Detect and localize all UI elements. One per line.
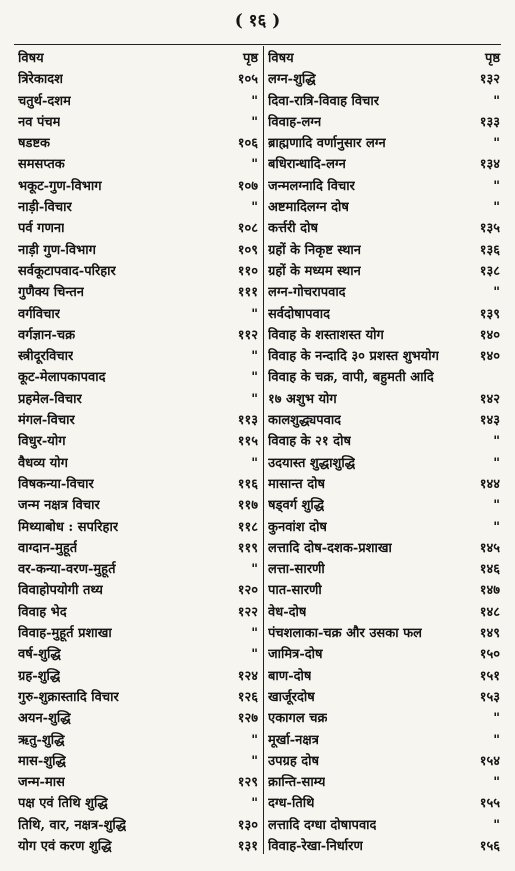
toc-entry-title: स्त्रीदूरविचार (18, 349, 74, 365)
toc-entry-title: विधुर-योग (18, 434, 66, 450)
header-page: पृष्ठ (484, 51, 500, 66)
toc-entry-title: लत्तादि दोष-दशक-प्रशाखा (268, 540, 392, 556)
toc-entry-title: वर्गज्ञान-चक्र (18, 327, 76, 343)
toc-entry-page: " (251, 562, 258, 578)
toc-entry-page: " (251, 200, 258, 216)
toc-entry (18, 476, 258, 493)
toc-entry-title: बाण-दोष (268, 668, 312, 684)
toc-entry (268, 348, 500, 365)
toc-entry-page: ११२ (237, 327, 258, 343)
toc-entry-page: १०५ (237, 72, 258, 88)
toc-entry (268, 178, 500, 195)
toc-entry-title: कर्त्तरी दोष (268, 221, 318, 237)
toc-entry-title: मंगल-विचार (18, 413, 75, 429)
toc-entry-page: " (251, 370, 258, 386)
toc-entry (268, 327, 500, 344)
toc-entry (268, 582, 500, 599)
toc-entry (268, 561, 500, 578)
toc-entry (18, 795, 258, 812)
toc-entry-page: १५३ (479, 689, 500, 705)
toc-entry-title: जामित्र-दोष (268, 647, 323, 663)
toc-entry-page: १४४ (479, 476, 500, 492)
toc-entry-page: " (251, 306, 258, 322)
toc-entry-title: वाग्दान-मुहूर्त (18, 540, 78, 556)
toc-entry-title: षड्वर्ग शुद्धि (268, 498, 325, 514)
toc-entry-title: लग्न-शुद्धि (268, 72, 316, 88)
toc-entry-title: वेध-दोष (268, 604, 307, 620)
toc-entry-page: ११९ (237, 540, 258, 556)
toc-entry (268, 114, 500, 131)
toc-entry-title: सर्वकूटापवाद-परिहार (18, 263, 116, 279)
toc-entry (18, 817, 258, 834)
toc-entry (18, 519, 258, 536)
toc-entry-page: " (251, 796, 258, 812)
toc-entry-page: १४८ (479, 604, 500, 620)
toc-entry-page: १२० (237, 583, 258, 599)
toc-entry-page: " (493, 817, 500, 833)
toc-entry (18, 412, 258, 429)
toc-entry-title: विवाह के २१ दोष (268, 434, 351, 450)
column-header (18, 50, 258, 67)
toc-entry (18, 178, 258, 195)
toc-entry (268, 710, 500, 727)
toc-entry-page: १३५ (479, 221, 500, 237)
toc-entry (18, 625, 258, 642)
toc-entry-title: प्रहमेल-विचार (18, 391, 82, 407)
toc-entry-title: दग्ध-तिथि (268, 796, 315, 812)
toc-entry-page: " (493, 732, 500, 748)
toc-entry-page: १०९ (237, 242, 258, 258)
toc-entry (268, 668, 500, 685)
toc-entry-page: १२२ (237, 604, 258, 620)
toc-entry-page: ११७ (237, 498, 258, 514)
toc-entry-page: " (251, 114, 258, 130)
toc-entry-page: १०६ (237, 136, 258, 152)
toc-entry (268, 71, 500, 88)
toc-entry-title: मास-शुद्धि (18, 753, 66, 769)
toc-entry (268, 519, 500, 536)
toc-entry-page: १४२ (479, 391, 500, 407)
toc-entry (18, 263, 258, 280)
toc-entry (18, 135, 258, 152)
toc-entry-page: १३९ (479, 306, 500, 322)
toc-entry-title: पक्ष एवं तिथि शुद्धि (18, 796, 108, 812)
toc-entry-page: ११६ (237, 476, 258, 492)
toc-entry-page: " (493, 136, 500, 152)
toc-entry (18, 369, 258, 386)
toc-column-left (18, 50, 258, 855)
toc-entry-title: ग्रह-शुद्धि (18, 668, 61, 684)
toc-entry-title: जन्मलग्नादि विचार (268, 178, 355, 194)
toc-entry (268, 263, 500, 280)
toc-entry (18, 348, 258, 365)
toc-entry (268, 306, 500, 323)
toc-entry-title: विवाह-रेखा-निर्धारण (268, 838, 363, 854)
toc-entry (268, 284, 500, 301)
toc-entry (268, 753, 500, 770)
toc-entry-page: १२६ (237, 689, 258, 705)
toc-entry-title: गुरु-शुक्रास्तादि विचार (18, 689, 119, 705)
toc-entry-title: वर-कन्या-वरण-मुहूर्त (18, 562, 116, 578)
toc-entry-page: ११० (237, 263, 258, 279)
toc-entry-title: जन्म नक्षत्र विचार (18, 498, 100, 514)
toc-entry-page: " (251, 732, 258, 748)
toc-entry (18, 646, 258, 663)
toc-entry-title: एकागल चक्र (268, 711, 328, 727)
toc-entry (268, 220, 500, 237)
toc-entry-page: ११८ (237, 519, 258, 535)
toc-entry (268, 135, 500, 152)
toc-entry (268, 689, 500, 706)
toc-entry-title: समसप्तक (18, 157, 65, 173)
toc-entry-title: ब्राह्मणादि वर्णानुसार लग्न (268, 136, 386, 152)
toc-entry-page: १५६ (479, 838, 500, 854)
page-number: ( १६ ) (234, 11, 281, 31)
toc-entry-title: नव पंचम (18, 114, 61, 130)
toc-entry (18, 582, 258, 599)
toc-entry-page: " (251, 391, 258, 407)
toc-entry-page: ११३ (237, 413, 258, 429)
toc-entry (18, 199, 258, 216)
header-rule (14, 44, 501, 45)
toc-entry-page: १११ (237, 285, 258, 301)
toc-entry-page: १२७ (237, 711, 258, 727)
toc-entry (18, 220, 258, 237)
toc-entry-page: " (251, 753, 258, 769)
toc-entry (18, 242, 258, 259)
toc-entry-title: विषकन्या-विचार (18, 476, 94, 492)
toc-entry (18, 668, 258, 685)
toc-entry (18, 540, 258, 557)
toc-entry-page: " (251, 93, 258, 109)
toc-entry-page: १५५ (479, 796, 500, 812)
toc-entry-title: गुणैक्य चिन्तन (18, 285, 84, 301)
column-divider (263, 46, 264, 854)
toc-entry-title: पंचशलाका-चक्र और उसका फल (268, 626, 422, 642)
toc-entry (268, 156, 500, 173)
toc-entry-title: कूट-मेलापकापवाद (18, 370, 106, 386)
toc-entry-title: लत्तादि दग्धा दोषापवाद (268, 817, 377, 833)
toc-entry (268, 391, 500, 408)
toc-entry-page: " (493, 775, 500, 791)
toc-entry-page: १०८ (237, 221, 258, 237)
toc-entry-page: " (251, 626, 258, 642)
toc-entry (18, 732, 258, 749)
toc-entry-title: विवाह के नन्दादि ३० प्रशस्त शुभयोग (268, 349, 439, 365)
toc-entry-title: भकूट-गुण-विभाग (18, 178, 102, 194)
toc-entry-title: विवाह-मुहूर्त प्रशाखा (18, 626, 112, 642)
toc-entry-page: १३६ (479, 242, 500, 258)
toc-entry-page: १५० (479, 647, 500, 663)
toc-entry-page: " (493, 498, 500, 514)
toc-entry-title: वैधव्य योग (18, 455, 68, 471)
toc-entry-title: वर्गविचार (18, 306, 61, 322)
toc-entry-title: विवाह के चक्र, वापी, बहुमती आदि (268, 370, 434, 386)
toc-entry-title: वर्ष-शुद्धि (18, 647, 61, 663)
toc-entry (268, 412, 500, 429)
toc-entry (268, 625, 500, 642)
toc-entry-title: नाड़ी गुण-विभाग (18, 242, 96, 258)
toc-entry-title: पात-सारणी (268, 583, 322, 599)
toc-entry-title: क्रान्ति-साम्य (268, 775, 326, 791)
toc-entry (268, 774, 500, 791)
toc-entry (268, 433, 500, 450)
toc-entry (268, 476, 500, 493)
toc-entry-title: मिथ्याबोध : सपरिहार (18, 519, 119, 535)
toc-entry-title: पर्व गणना (18, 221, 65, 237)
toc-entry (18, 561, 258, 578)
toc-entry (268, 540, 500, 557)
toc-entry-page: १४५ (479, 540, 500, 556)
toc-entry (18, 710, 258, 727)
toc-entry-page: " (251, 647, 258, 663)
toc-entry-page: १३४ (479, 157, 500, 173)
toc-entry-title: १७ अशुभ योग (268, 391, 337, 407)
toc-entry-title: विवाह के शस्ताशस्त योग (268, 327, 384, 343)
toc-entry-title: ग्रहों के मध्यम स्थान (268, 263, 361, 279)
toc-entry (268, 732, 500, 749)
toc-entry (18, 838, 258, 855)
toc-entry-page: " (493, 519, 500, 535)
header-subject: विषय (18, 51, 44, 66)
toc-entry (18, 71, 258, 88)
toc-entry-page: १४६ (479, 562, 500, 578)
toc-entry-page: १४७ (479, 583, 500, 599)
toc-entry-page: " (493, 711, 500, 727)
toc-entry-page: १३० (237, 817, 258, 833)
toc-entry (18, 455, 258, 472)
toc-entry (18, 156, 258, 173)
toc-entry-title: लत्ता-सारणी (268, 562, 325, 578)
toc-entry (268, 795, 500, 812)
toc-entry-title: विवाहोपयोगी तथ्य (18, 583, 103, 599)
toc-entry-title: योग एवं करण शुद्धि (18, 838, 112, 854)
toc-entry-title: ऋतु-शुद्धि (18, 732, 65, 748)
toc-entry (268, 838, 500, 855)
toc-entry-page: १३३ (479, 114, 500, 130)
toc-entry (18, 327, 258, 344)
toc-entry-page: १५४ (479, 753, 500, 769)
toc-entry-title: उपग्रह दोष (268, 753, 320, 769)
toc-entry-title: कालशुद्ध्यपवाद (268, 413, 342, 429)
toc-entry-page: १२९ (237, 775, 258, 791)
toc-entry-title: विवाह-लग्न (268, 114, 322, 130)
toc-entry-page: " (493, 178, 500, 194)
toc-entry-page: १०७ (237, 178, 258, 194)
toc-entry (18, 753, 258, 770)
toc-entry-page: " (493, 285, 500, 301)
toc-entry-title: सर्वदोषापवाद (268, 306, 331, 322)
toc-entry-title: त्रिरेकादश (18, 72, 63, 88)
toc-entry-title: लग्न-गोचरापवाद (268, 285, 346, 301)
toc-entry (18, 306, 258, 323)
toc-entry-title: नाड़ी-विचार (18, 200, 72, 216)
toc-entry (268, 369, 500, 386)
toc-entry (268, 497, 500, 514)
toc-entry-title: ग्रहों के निकृष्ट स्थान (268, 242, 362, 258)
toc-entry (268, 646, 500, 663)
toc-entry-page: १४३ (479, 413, 500, 429)
toc-entry (18, 284, 258, 301)
toc-entry-title: विवाह भेद (18, 604, 67, 620)
toc-entry-title: अष्टमादिलग्न दोष (268, 200, 349, 216)
toc-entry-page: " (493, 93, 500, 109)
toc-entry-title: खार्जूरदोष (268, 689, 315, 705)
toc-entry-page: " (493, 200, 500, 216)
toc-entry-title: अयन-शुद्धि (18, 711, 71, 727)
toc-entry (268, 199, 500, 216)
toc-entry-title: दिवा-रात्रि-विवाह विचार (268, 93, 380, 109)
toc-entry (18, 114, 258, 131)
toc-entry (18, 93, 258, 110)
toc-entry (18, 497, 258, 514)
toc-entry (268, 455, 500, 472)
toc-entry (18, 774, 258, 791)
toc-entry-page: १३१ (237, 838, 258, 854)
toc-entry-title: उदयास्त शुद्धाशुद्धि (268, 455, 356, 471)
toc-entry-page: " (251, 349, 258, 365)
toc-entry (268, 817, 500, 834)
toc-entry-page: १४९ (479, 626, 500, 642)
toc-entry (18, 689, 258, 706)
toc-entry (268, 604, 500, 621)
toc-entry-title: कुनवांश दोष (268, 519, 327, 535)
toc-entry-title: चतुर्थ-दशम (18, 93, 71, 109)
toc-entry (18, 433, 258, 450)
toc-entry-title: मासान्त दोष (268, 476, 326, 492)
toc-entry-page: १५१ (479, 668, 500, 684)
toc-entry-page: १२४ (237, 668, 258, 684)
toc-entry-page: " (493, 455, 500, 471)
toc-entry (268, 93, 500, 110)
toc-entry-page: १३८ (479, 263, 500, 279)
toc-entry (18, 604, 258, 621)
toc-entry-title: तिथि, वार, नक्षत्र-शुद्धि (18, 817, 127, 833)
toc-entry-page: " (251, 157, 258, 173)
toc-entry-page: " (493, 434, 500, 450)
toc-entry-page: १४० (479, 349, 500, 365)
header-page: पृष्ठ (242, 51, 258, 66)
toc-entry-title: षडष्टक (18, 136, 51, 152)
toc-entry-page: १३२ (479, 72, 500, 88)
toc-entry-title: बधिरान्धादि-लग्न (268, 157, 346, 173)
toc-column-right (268, 50, 500, 855)
toc-entry-page: ११५ (237, 434, 258, 450)
toc-entry-title: मूर्खा-नक्षत्र (268, 732, 319, 748)
toc-entry-page: १४० (479, 327, 500, 343)
toc-entry-page: " (251, 455, 258, 471)
toc-entry (18, 391, 258, 408)
column-header (268, 50, 500, 67)
toc-entry (268, 242, 500, 259)
toc-entry-title: जन्म-मास (18, 775, 65, 791)
header-subject: विषय (268, 51, 294, 66)
